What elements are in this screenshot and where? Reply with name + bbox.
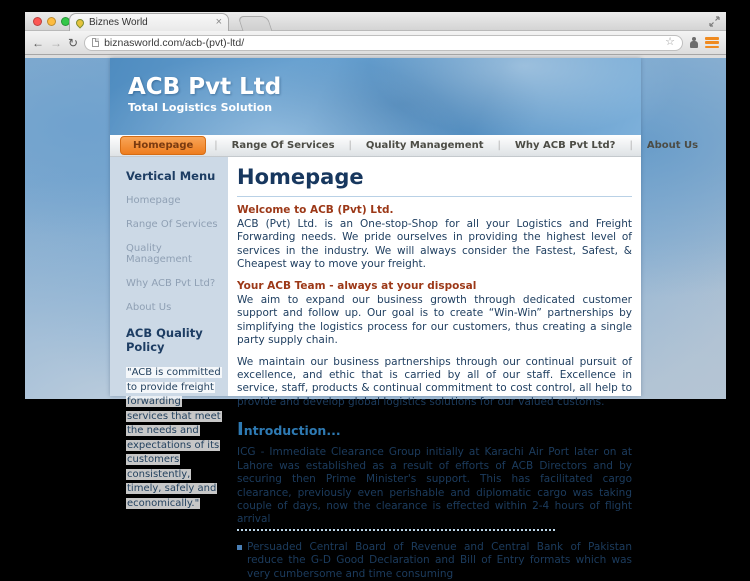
back-button[interactable]: ← <box>32 35 44 50</box>
site-navigation <box>110 135 699 157</box>
window-controls <box>33 17 70 26</box>
site-logo-title: ACB Pvt Ltd <box>128 74 282 100</box>
page-icon <box>92 38 99 47</box>
minimize-window-button[interactable] <box>47 17 56 26</box>
nav-item-why-acb[interactable]: Why ACB Pvt Ltd? <box>514 140 616 151</box>
quality-policy-quote-text: "ACB is committed to provide freight forwarding services that meet the needs and expectations of its customers consistently, timely, safely and economically." <box>127 367 221 509</box>
site-body <box>110 157 641 580</box>
team-paragraph-1: We aim to expand our business growth through dedicated customer support and follow up. Our goal is to create “Win-Win” partnerships by simplifying the logistics process for our customers, thus creating a single party supply chain. <box>237 293 632 347</box>
sidebar <box>110 157 228 509</box>
tab-title: Biznes World <box>89 17 148 28</box>
site-favicon-icon <box>74 17 85 28</box>
introduction-rest: ntroduction... <box>243 423 341 439</box>
sidebar-menu-title: Vertical Menu <box>126 169 216 183</box>
fullscreen-icon[interactable] <box>709 16 720 27</box>
quality-policy-quote <box>126 366 222 511</box>
quality-policy-title: ACB Quality Policy <box>126 326 203 354</box>
extension-icon[interactable] <box>689 37 699 48</box>
nav-item-homepage[interactable]: Homepage <box>120 136 206 155</box>
sidebar-item-quality-management[interactable]: Quality Management <box>126 243 192 265</box>
team-heading: Your ACB Team - always at your disposal <box>237 279 477 292</box>
sidebar-item-homepage[interactable]: Homepage <box>126 195 181 206</box>
site-logo-subtitle: Total Logistics Solution <box>128 101 273 114</box>
nav-item-quality-management[interactable]: Quality Management <box>365 140 484 151</box>
browser-toolbar <box>25 31 726 55</box>
introduction-initial: I <box>237 419 244 441</box>
tab-close-icon[interactable]: × <box>215 16 222 28</box>
sidebar-item-about-us[interactable]: About Us <box>126 302 172 313</box>
browser-titlebar <box>25 12 726 31</box>
introduction-heading <box>237 419 632 440</box>
sidebar-item-range-of-services[interactable]: Range Of Services <box>126 219 218 230</box>
dotted-divider <box>237 529 555 531</box>
main-content <box>228 157 641 580</box>
bullet-item-text: Persuaded Central Board of Revenue and Central Bank of Pakistan reduce the G-D Good Declaration and Bill of Entry formats which was very cumbersome and time consuming <box>247 540 632 580</box>
site-header <box>110 58 641 135</box>
site-container <box>110 58 699 580</box>
page-viewport <box>25 58 726 580</box>
browser-menu-icon[interactable] <box>705 37 719 48</box>
welcome-paragraph: ACB (Pvt) Ltd. is an One-stop-Shop for all your Logistics and Freight Forwarding needs. We pride ourselves in providing the highest level of services in the industry. We will always consider the Fastest, Safest, & Cheapest way to move your freight. <box>237 218 632 271</box>
nav-separator: | <box>214 140 218 151</box>
bullet-square-icon <box>237 545 242 550</box>
team-paragraph-2: We maintain our business partnerships through our continual pursuit of excellence, and ethic that is carried by all of our staff. Excellence in service, staff, products & continual commitment to cost control, all help to provide and develop global logistics solutions for our valued customs. <box>237 355 632 408</box>
nav-item-about-us[interactable]: About Us <box>646 140 699 151</box>
nav-separator: | <box>497 140 501 151</box>
reload-button[interactable]: ↻ <box>68 35 79 50</box>
bullet-item <box>237 541 632 581</box>
close-window-button[interactable] <box>33 17 42 26</box>
new-tab-button[interactable] <box>238 16 273 31</box>
forward-button[interactable]: → <box>50 35 62 50</box>
nav-item-range-of-services[interactable]: Range Of Services <box>231 140 335 151</box>
nav-separator: | <box>348 140 352 151</box>
page-title: Homepage <box>237 161 632 197</box>
browser-tab[interactable] <box>69 13 229 31</box>
url-text[interactable]: biznasworld.com/acb-(pvt)-ltd/ <box>104 36 245 49</box>
address-bar[interactable] <box>84 35 683 51</box>
sidebar-item-why-acb[interactable]: Why ACB Pvt Ltd? <box>126 278 216 289</box>
welcome-heading: Welcome to ACB (Pvt) Ltd. <box>237 204 394 216</box>
bookmark-star-icon[interactable]: ☆ <box>665 36 675 48</box>
introduction-paragraph: ICG - Immediate Clearance Group initially at Karachi Air Port later on at Lahore was established as a result of efforts of ACB Directors and by securing then Prime Minister's support. This has facilitated cargo clearance, previously even perishable and diplomatic cargo was taking couple of days, now the clearance is effected within 2-4 hours of flight arrival <box>237 446 632 526</box>
nav-separator: | <box>629 140 633 151</box>
browser-window <box>25 12 726 580</box>
